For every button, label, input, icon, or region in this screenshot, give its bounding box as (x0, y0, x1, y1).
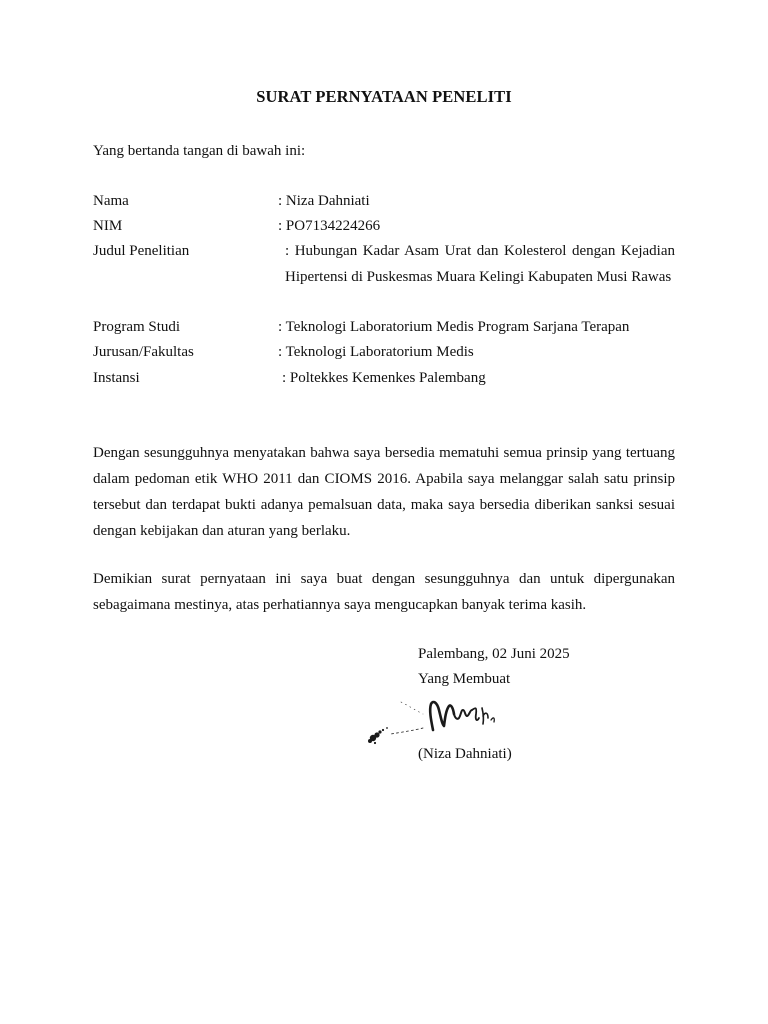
statement-paragraph: Dengan sesungguhnya menyatakan bahwa saya bersedia mematuhi semua prinsip yang tertuang dalam pedoman etik WHO 2011 dan CIOMS 2016. Apabila saya melanggar salah satu prinsip tersebut dan terdapat bukti adanya pemalsuan data, maka saya bersedia diberikan sanksi sesuai dengan kebijakan dan aturan yang berlaku. (93, 445, 675, 539)
field-value: : PO7134224266 (278, 218, 381, 234)
field-value: : Teknologi Laboratorium Medis Program Sarjana Terapan (278, 319, 630, 335)
field-label: Jurusan/Fakultas (93, 344, 194, 360)
intro-text: Yang bertanda tangan di bawah ini: (93, 143, 306, 159)
field-label: NIM (93, 218, 123, 234)
field-label: Nama (93, 193, 129, 209)
field-label: Judul Penelitian (93, 243, 190, 259)
signer-role: Yang Membuat (418, 671, 511, 687)
place-date: Palembang, 02 Juni 2025 (418, 646, 570, 662)
signature-image (365, 688, 540, 748)
closing-paragraph: Demikian surat pernyataan ini saya buat dengan sesungguhnya dan untuk dipergunakan sebagaimana mestinya, atas perhatiannya saya mengucapkan banyak terima kasih. (93, 571, 675, 613)
field-value: : Poltekkes Kemenkes Palembang (282, 370, 486, 386)
page-title: SURAT PERNYATAAN PENELITI (256, 87, 512, 106)
field-label: Instansi (93, 370, 140, 386)
field-label: Program Studi (93, 319, 181, 335)
field-value: : Niza Dahniati (278, 193, 370, 209)
signer-name: (Niza Dahniati) (418, 746, 512, 762)
field-value: : Hubungan Kadar Asam Urat dan Kolesterol dengan Kejadian Hipertensi di Puskesmas Muara Kelingi Kabupaten Musi Rawas (285, 243, 675, 285)
field-value: : Teknologi Laboratorium Medis (278, 344, 474, 360)
